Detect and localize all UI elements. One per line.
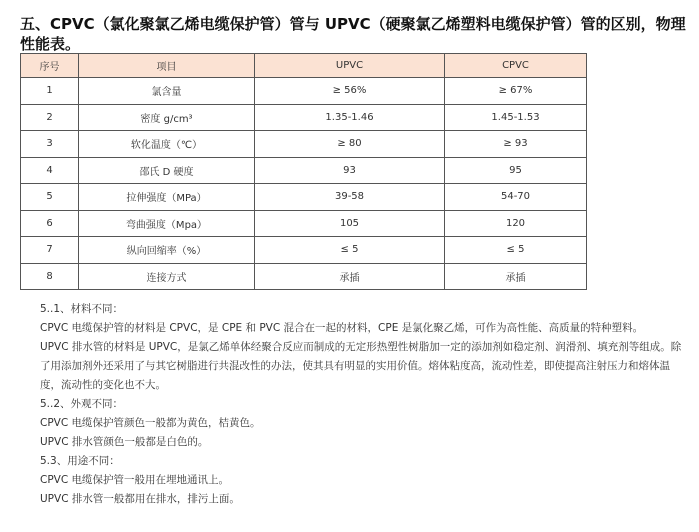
properties-table <box>20 53 587 290</box>
header-index: 序号 <box>21 54 79 78</box>
paragraph-cpvc-appearance: CPVC 电缆保护管颜色一般都为黄色，桔黄色。 <box>40 417 261 429</box>
row-index: 4 <box>21 157 79 184</box>
row-index: 6 <box>21 210 79 237</box>
row-cpvc: 54-70 <box>445 184 587 211</box>
row-item: 拉伸强度（MPa） <box>79 184 255 211</box>
row-cpvc: ≥ 67% <box>445 78 587 105</box>
table-row <box>21 184 587 211</box>
row-upvc: 承插 <box>255 263 445 290</box>
row-upvc: 1.35-1.46 <box>255 104 445 131</box>
row-upvc: 105 <box>255 210 445 237</box>
table-row <box>21 157 587 184</box>
section-title-material: 5..1、材料不同： <box>40 303 124 315</box>
table-row <box>21 78 587 105</box>
row-item: 连接方式 <box>79 263 255 290</box>
row-cpvc: ≥ 93 <box>445 131 587 158</box>
row-upvc: ≥ 80 <box>255 131 445 158</box>
section-title-usage: 5.3、用途不同： <box>40 455 120 467</box>
header-item: 项目 <box>79 54 255 78</box>
paragraph-cpvc-usage: CPVC 电缆保护管一般用在埋地通讯上。 <box>40 474 230 486</box>
paragraph-cpvc-material: CPVC 电缆保护管的材料是 CPVC，是 CPE 和 PVC 混合在一起的材料，CPE 是氯化聚乙烯，可作为高性能、高质量的特种塑料。 <box>40 322 644 334</box>
row-index: 3 <box>21 131 79 158</box>
row-index: 5 <box>21 184 79 211</box>
table-row <box>21 237 587 264</box>
row-item: 密度 g/cm³ <box>79 104 255 131</box>
row-index: 8 <box>21 263 79 290</box>
row-upvc: 39-58 <box>255 184 445 211</box>
table-row <box>21 210 587 237</box>
row-item: 邵氏 D 硬度 <box>79 157 255 184</box>
paragraph-upvc-appearance: UPVC 排水管颜色一般都是白色的。 <box>40 436 209 448</box>
row-upvc: ≤ 5 <box>255 237 445 264</box>
row-cpvc: 120 <box>445 210 587 237</box>
row-upvc: ≥ 56% <box>255 78 445 105</box>
paragraph-upvc-usage: UPVC 排水管一般都用在排水，排污上面。 <box>40 493 240 505</box>
row-cpvc: 承插 <box>445 263 587 290</box>
row-item: 氯含量 <box>79 78 255 105</box>
row-cpvc: 95 <box>445 157 587 184</box>
table-row <box>21 263 587 290</box>
paragraph-upvc-material: UPVC 排水管的材料是 UPVC，是氯乙烯单体经聚合反应而制成的无定形热塑性树脂加一定的添加剂如稳定剂、润滑剂、填充剂等组成。除了用添加剂外还采用了与其它树脂进行共混改性的办法，使其具有明显的实用价值。熔体粘度高，流动性差，即使提高注射压力和熔体温度，流动性的变化也不大。 <box>40 341 682 391</box>
row-index: 7 <box>21 237 79 264</box>
row-index: 2 <box>21 104 79 131</box>
table-header-row <box>21 54 587 78</box>
row-item: 弯曲强度（Mpa） <box>79 210 255 237</box>
row-cpvc: ≤ 5 <box>445 237 587 264</box>
table-row <box>21 104 587 131</box>
section-title-appearance: 5..2、外观不同： <box>40 398 124 410</box>
page-heading: 五、CPVC（氯化聚氯乙烯电缆保护管）管与 UPVC（硬聚氯乙烯塑料电缆保护管）管的区别，物理性能表。 <box>20 15 686 53</box>
header-cpvc: CPVC <box>445 54 587 78</box>
row-item: 纵向回缩率（%） <box>79 237 255 264</box>
row-cpvc: 1.45-1.53 <box>445 104 587 131</box>
row-upvc: 93 <box>255 157 445 184</box>
row-item: 软化温度（℃） <box>79 131 255 158</box>
header-upvc: UPVC <box>255 54 445 78</box>
row-index: 1 <box>21 78 79 105</box>
notes-section <box>20 300 690 509</box>
table-row <box>21 131 587 158</box>
